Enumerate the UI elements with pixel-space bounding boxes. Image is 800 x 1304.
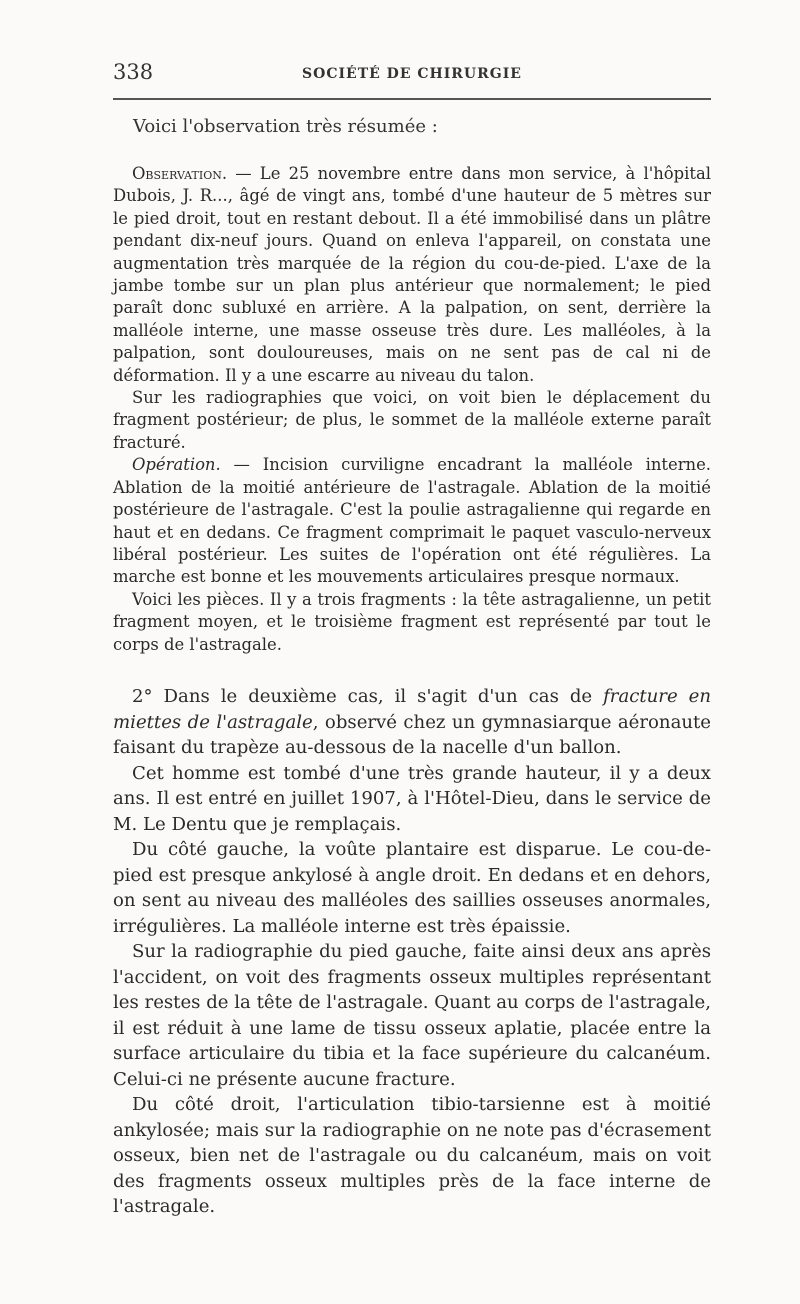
observation-label: Observation. <box>132 164 228 183</box>
second-case-intro-start: 2° Dans le deuxième cas, il s'agit d'un cas de <box>132 686 604 707</box>
second-case-diagnosis: fracture en miettes de l'astragale <box>113 686 711 733</box>
second-case-section <box>113 684 711 1220</box>
second-case-intro <box>113 684 711 761</box>
specimens-paragraph: Voici les pièces. Il y a trois fragments : la tête astragalienne, un petit fragment moyen, et le troisième fragment est représenté par tout le corps de l'astragale. <box>113 589 711 654</box>
running-title: SOCIÉTÉ DE CHIRURGIE <box>302 66 522 82</box>
observation-paragraph <box>113 163 711 387</box>
second-case-history: Cet homme est tombé d'une très grande hauteur, il y a deux ans. Il est entré en juillet 1907, à l'Hôtel-Dieu, dans le service de M. Le Dentu que je remplaçais. <box>113 762 711 835</box>
intro-line: Voici l'observation très résumée : <box>133 116 438 137</box>
left-side-findings: Du côté gauche, la voûte plantaire est disparue. Le cou-de-pied est presque ankylosé à angle droit. En dedans et en dehors, on sent au niveau des malléoles des saillies osseuses anormales, irrégulières. La malléole interne est très épaissie. <box>113 839 711 937</box>
observation-text: — Le 25 novembre entre dans mon service, à l'hôpital Dubois, J. R..., âgé de vingt ans, tombé d'une hauteur de 5 mètres sur le pied droit, tout en restant debout. Il a été immobilisé dans un plâtre pendant dix-neuf jours. Quand on enleva l'appareil, on constata une augmentation très marquée de la région du cou-de-pied. L'axe de la jambe tombe sur un plan plus antérieur que normalement; le pied paraît donc subluxé en arrière. A la palpation, on sent, derrière la malléole interne, une masse osseuse très dure. Les malléoles, à la palpation, sont douloureuses, mais on ne sent pas de cal ni de déformation. Il y a une escarre au niveau du talon. <box>113 164 711 385</box>
operation-label: Opération. <box>132 455 221 475</box>
right-side-findings: Du côté droit, l'articulation tibio-tarsienne est à moitié ankylosée; mais sur la radiographie on ne note pas d'écrasement osseux, bien net de l'astragale ou du calcanéum, mais on voit des fragments osseux multiples près de la face interne de l'astragale. <box>113 1094 711 1217</box>
page-number: 338 <box>113 60 154 84</box>
observation-block <box>113 163 711 656</box>
radiography-paragraph: Sur les radiographies que voici, on voit bien le déplacement du fragment postérieur; de plus, le sommet de la malléole externe paraît fracturé. <box>113 388 711 452</box>
page-header <box>113 58 711 88</box>
operation-paragraph <box>113 454 711 588</box>
operation-text: — Incision curviligne encadrant la malléole interne. Ablation de la moitié antérieure de l'astragale. Ablation de la moitié postérieure de l'astragale. C'est la poulie astragalienne qui regarde en haut et en dedans. Ce fragment comprimait le paquet vasculo-nerveux libéral postérieur. Les suites de l'opération ont été régulières. La marche est bonne et les mouvements articulaires presque normaux. <box>113 455 711 587</box>
second-case-intro-end: , observé chez un gymnasiarque aéronaute faisant du trapèze au-dessous de la nacelle d'un ballon. <box>113 711 711 758</box>
left-radiography-findings: Sur la radiographie du pied gauche, faite ainsi deux ans après l'accident, on voit des fragments osseux multiples représentant les restes de la tête de l'astragale. Quant au corps de l'astragale, il est réduit à une lame de tissu osseux aplatie, placée entre la surface articulaire du tibia et la face supérieure du calcanéum. Celui-ci ne présente aucune fracture. <box>113 941 711 1090</box>
header-divider <box>113 98 711 100</box>
